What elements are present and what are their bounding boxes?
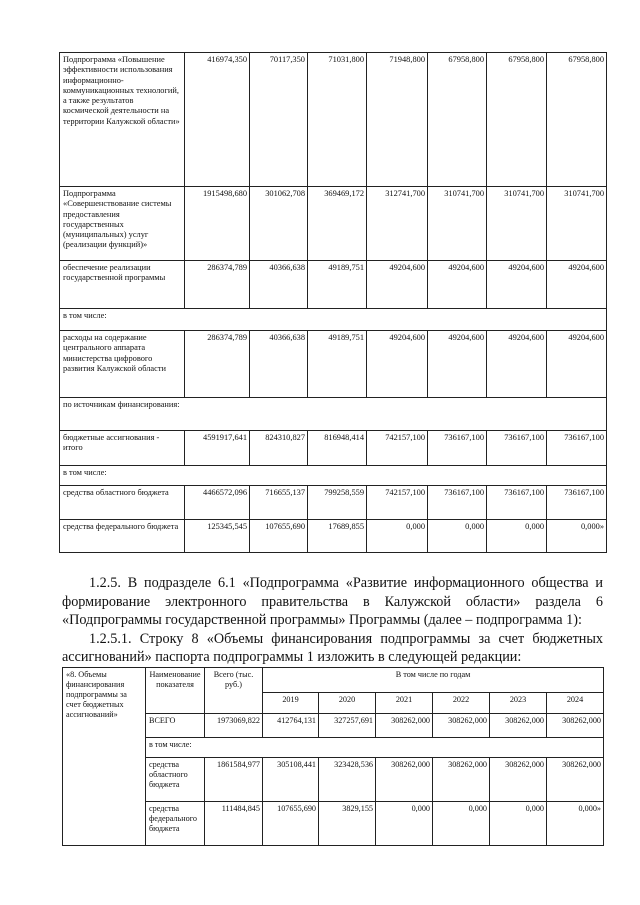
row-label: расходы на содержание центрального аппарата министерства цифрового развития Калужской области bbox=[60, 331, 185, 398]
table-row bbox=[60, 309, 607, 331]
year-cell: 799258,559 bbox=[308, 486, 367, 520]
year-header: 2019 bbox=[263, 693, 319, 714]
table-row bbox=[60, 486, 607, 520]
year-cell: 0,000 bbox=[367, 520, 428, 553]
year-cell: 736167,100 bbox=[547, 486, 607, 520]
row-label: средства областного бюджета bbox=[60, 486, 185, 520]
year-header: 2024 bbox=[547, 693, 604, 714]
total-cell: 125345,545 bbox=[185, 520, 250, 553]
year-cell: 736167,100 bbox=[487, 486, 547, 520]
year-cell: 49204,600 bbox=[547, 331, 607, 398]
year-cell: 742157,100 bbox=[367, 486, 428, 520]
total-cell: 111484,845 bbox=[205, 802, 263, 846]
year-cell: 308262,000 bbox=[376, 714, 433, 738]
year-cell: 310741,700 bbox=[547, 187, 607, 261]
table-row bbox=[60, 331, 607, 398]
total-cell: 4466572,096 bbox=[185, 486, 250, 520]
header-row bbox=[63, 668, 604, 693]
year-cell: 67958,800 bbox=[428, 53, 487, 187]
year-header: 2022 bbox=[433, 693, 490, 714]
row-label: бюджетные ассигнования - итого bbox=[60, 431, 185, 466]
total-cell: 286374,789 bbox=[185, 331, 250, 398]
row-label: в том числе: bbox=[60, 466, 607, 486]
year-cell: 716655,137 bbox=[250, 486, 308, 520]
row-label: в том числе: bbox=[60, 309, 607, 331]
year-cell: 308262,000 bbox=[547, 714, 604, 738]
year-cell: 736167,100 bbox=[428, 431, 487, 466]
year-cell: 70117,350 bbox=[250, 53, 308, 187]
year-cell: 49204,600 bbox=[428, 331, 487, 398]
paragraph-1-2-5-1: 1.2.5.1. Строку 8 «Объемы финансирования подпрограммы за счет бюджетных ассигнований» паспорта подпрограммы 1 изложить в следующей редакции: bbox=[62, 630, 603, 665]
year-cell: 0,000» bbox=[547, 520, 607, 553]
year-cell: 49204,600 bbox=[428, 261, 487, 309]
amendment-text bbox=[62, 574, 603, 667]
year-cell: 107655,690 bbox=[250, 520, 308, 553]
header-name: Наименование показателя bbox=[146, 668, 205, 714]
year-header: 2020 bbox=[319, 693, 376, 714]
subprogram-funding-table bbox=[62, 667, 604, 846]
row-label: средства федерального бюджета bbox=[60, 520, 185, 553]
table-row bbox=[60, 187, 607, 261]
total-cell: 1973069,822 bbox=[205, 714, 263, 738]
table-row bbox=[60, 53, 607, 187]
year-cell: 0,000 bbox=[433, 802, 490, 846]
year-cell: 49189,751 bbox=[308, 331, 367, 398]
total-cell: 1861584,977 bbox=[205, 758, 263, 802]
year-cell: 736167,100 bbox=[547, 431, 607, 466]
row-label: по источникам финансирования: bbox=[60, 398, 607, 431]
year-cell: 67958,800 bbox=[547, 53, 607, 187]
year-cell: 308262,000 bbox=[433, 714, 490, 738]
total-cell: 286374,789 bbox=[185, 261, 250, 309]
table-row bbox=[60, 398, 607, 431]
year-header: 2021 bbox=[376, 693, 433, 714]
year-cell: 736167,100 bbox=[428, 486, 487, 520]
year-cell: 0,000» bbox=[547, 802, 604, 846]
total-cell: 416974,350 bbox=[185, 53, 250, 187]
year-cell: 308262,000 bbox=[490, 714, 547, 738]
funding-table-continuation bbox=[59, 52, 607, 553]
table-row bbox=[60, 520, 607, 553]
year-cell: 327257,691 bbox=[319, 714, 376, 738]
year-cell: 3829,155 bbox=[319, 802, 376, 846]
row-label: средства федерального бюджета bbox=[146, 802, 205, 846]
year-cell: 71948,800 bbox=[367, 53, 428, 187]
row-label: ВСЕГО bbox=[146, 714, 205, 738]
year-cell: 67958,800 bbox=[487, 53, 547, 187]
year-cell: 49204,600 bbox=[487, 261, 547, 309]
row-title: «8. Объемы финансирования подпрограммы за счет бюджетных ассигнований» bbox=[63, 668, 146, 846]
table-row bbox=[60, 261, 607, 309]
year-cell: 742157,100 bbox=[367, 431, 428, 466]
row-label: средства областного бюджета bbox=[146, 758, 205, 802]
year-cell: 107655,690 bbox=[263, 802, 319, 846]
year-cell: 310741,700 bbox=[487, 187, 547, 261]
year-cell: 312741,700 bbox=[367, 187, 428, 261]
year-cell: 308262,000 bbox=[547, 758, 604, 802]
year-cell: 40366,638 bbox=[250, 261, 308, 309]
row-label: Подпрограмма «Совершенствование системы предоставления государственных (муниципальных) услуг (реализации функций)» bbox=[60, 187, 185, 261]
row-label: Подпрограмма «Повышение эффективности использования информационно-коммуникационных технологий, а также результатов космической деятельности на территории Калужской области» bbox=[60, 53, 185, 187]
year-cell: 49204,600 bbox=[547, 261, 607, 309]
year-cell: 323428,536 bbox=[319, 758, 376, 802]
year-cell: 816948,414 bbox=[308, 431, 367, 466]
year-cell: 0,000 bbox=[428, 520, 487, 553]
year-cell: 71031,800 bbox=[308, 53, 367, 187]
year-cell: 412764,131 bbox=[263, 714, 319, 738]
year-cell: 308262,000 bbox=[490, 758, 547, 802]
total-cell: 4591917,641 bbox=[185, 431, 250, 466]
year-cell: 49189,751 bbox=[308, 261, 367, 309]
table-row bbox=[60, 431, 607, 466]
table-row bbox=[60, 466, 607, 486]
year-cell: 49204,600 bbox=[367, 261, 428, 309]
paragraph-1-2-5: 1.2.5. В подразделе 6.1 «Подпрограмма «Развитие информационного общества и формирование электронного правительства в Калужской области» раздела 6 «Подпрограммы государственной программы» Программы (далее – подпрограмма 1): bbox=[62, 575, 603, 628]
year-cell: 369469,172 bbox=[308, 187, 367, 261]
year-cell: 40366,638 bbox=[250, 331, 308, 398]
year-cell: 736167,100 bbox=[487, 431, 547, 466]
header-total: Всего (тыс. руб.) bbox=[205, 668, 263, 714]
year-cell: 305108,441 bbox=[263, 758, 319, 802]
year-cell: 49204,600 bbox=[487, 331, 547, 398]
year-cell: 17689,855 bbox=[308, 520, 367, 553]
year-header: 2023 bbox=[490, 693, 547, 714]
year-cell: 824310,827 bbox=[250, 431, 308, 466]
total-cell: 1915498,680 bbox=[185, 187, 250, 261]
row-label: обеспечение реализации государственной программы bbox=[60, 261, 185, 309]
year-cell: 301062,708 bbox=[250, 187, 308, 261]
row-label: в том числе: bbox=[146, 738, 604, 758]
year-cell: 0,000 bbox=[376, 802, 433, 846]
year-cell: 308262,000 bbox=[433, 758, 490, 802]
year-cell: 308262,000 bbox=[376, 758, 433, 802]
year-cell: 0,000 bbox=[490, 802, 547, 846]
year-cell: 0,000 bbox=[487, 520, 547, 553]
year-cell: 49204,600 bbox=[367, 331, 428, 398]
year-cell: 310741,700 bbox=[428, 187, 487, 261]
header-years-group: В том числе по годам bbox=[263, 668, 604, 693]
